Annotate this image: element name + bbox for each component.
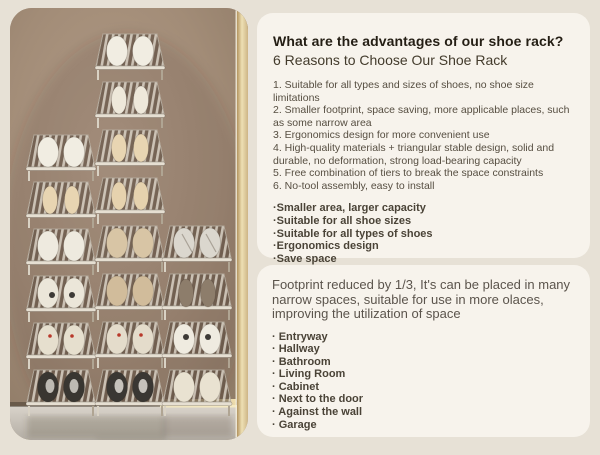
location-item: · Bathroom [272, 355, 331, 368]
highlight-item: ·Suitable for all shoe sizes [273, 215, 412, 228]
reason-item: 2. Smaller footprint, space saving, more applicable places, such as some narrow area [273, 104, 570, 129]
highlight-item: ·Save space [273, 253, 337, 266]
location-item: · Hallway [272, 343, 320, 356]
footprint-panel [257, 265, 590, 437]
panel-subtitle: 6 Reasons to Choose Our Shoe Rack [273, 52, 508, 68]
reason-item: 5. Free combination of tiers to break the space constraints [273, 167, 544, 180]
reason-item: 6. No-tool assembly, easy to install [273, 179, 435, 192]
locations-list [272, 331, 582, 432]
location-item: · Garage [272, 418, 317, 431]
advantages-panel [257, 13, 590, 266]
location-item: · Against the wall [272, 406, 363, 419]
footprint-heading: Footprint reduced by 1/3, It's can be placed in many narrow spaces, suitable for use in more olaces, improving the utilization of space [272, 277, 571, 321]
highlight-item: ·Ergonomics design [273, 240, 379, 253]
location-item: · Next to the door [272, 393, 364, 406]
shoe-rack-illustration [10, 8, 248, 440]
reason-item: 1. Suitable for all types and sizes of shoes, no shoe size limitations [273, 79, 534, 104]
highlight-item: ·Suitable for all types of shoes [273, 227, 433, 240]
reason-item: 4. High-quality materials + triangular stable design, solid and durable, no deformation, strong load-bearing capacity [273, 141, 555, 167]
reason-item: 3. Ergonomics design for more convenient use [273, 129, 490, 142]
shoe-rack-photo [10, 8, 248, 440]
location-item: · Cabinet [272, 380, 320, 393]
highlight-item: ·Smaller area, larger capacity [273, 202, 426, 215]
location-item: · Entryway [272, 330, 328, 343]
gold-trim-strip [237, 8, 248, 440]
highlights-list [273, 202, 582, 266]
panel-title: What are the advantages of our shoe rack? [273, 33, 564, 49]
reasons-list [273, 79, 575, 192]
location-item: · Living Room [272, 368, 346, 381]
